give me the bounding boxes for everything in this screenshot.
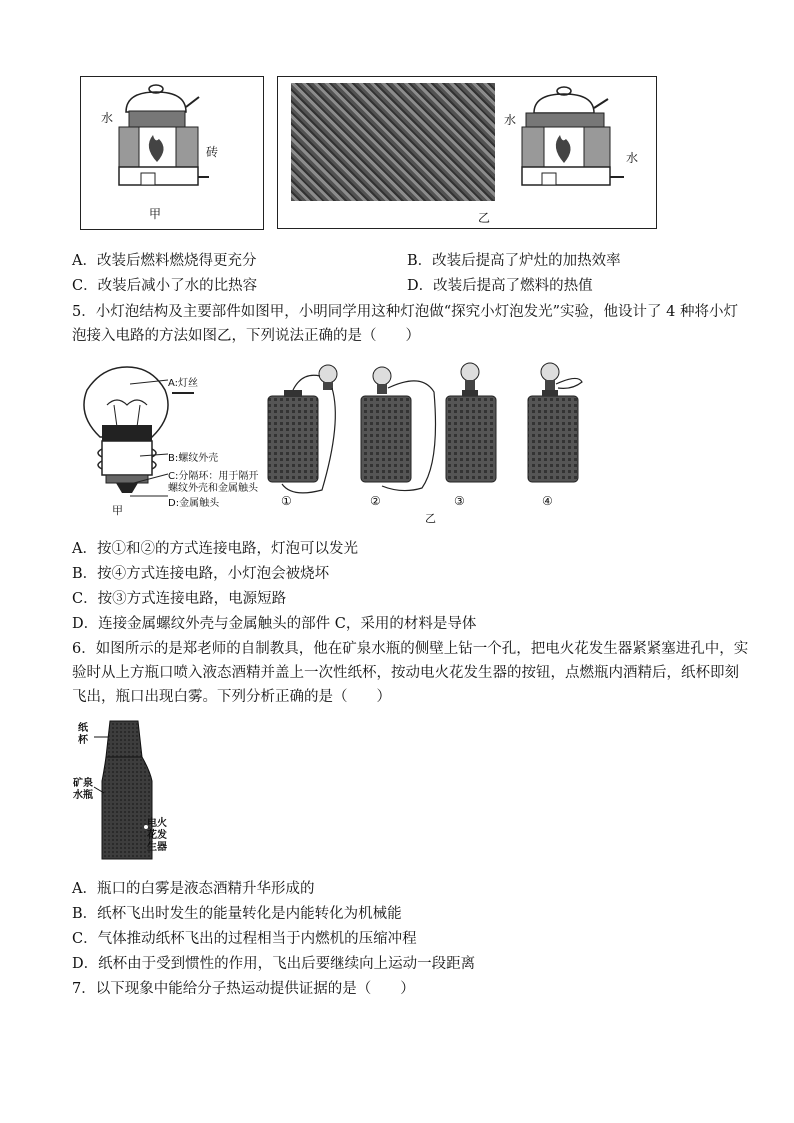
bulb-label-d: D:金属触头 [168,498,220,509]
caption-jia-q4: 甲 [149,207,162,221]
stove-drawing-jia [81,77,262,228]
q4-option-c: C．改装后减小了水的比热容 [72,278,258,294]
q6-option-b: B．纸杯飞出时发生的能量转化是内能转化为机械能 [72,906,402,922]
label-water-bottle: 矿泉 水瓶 [73,778,93,801]
label-spark-generator: 电火 花发 生器 [147,818,167,853]
q4-option-b: B．改装后提高了炉灶的加热效率 [407,253,621,269]
stove-photo [291,83,495,201]
q6-stem-line2: 验时从上方瓶口喷入液态酒精并盖上一次性纸杯，按动电火花发生器的按钮，点燃瓶内酒精后，纸杯即刻 [72,665,739,681]
caption-jia-q5: 甲 [112,504,123,517]
q5-option-d: D．连接金属螺纹外壳与金属触头的部件 C，采用的材料是导体 [72,616,477,632]
caption-yi-q5: 乙 [425,512,436,525]
q7-stem: 7．以下现象中能给分子热运动提供证据的是（ ） [72,981,415,997]
figure-yi-stove [277,76,657,229]
circuit-mark-1: ① [281,494,292,508]
q6-stem-line3: 飞出，瓶口出现白雾。下列分析正确的是（ ） [72,689,391,705]
q5-option-c: C．按③方式连接电路，电源短路 [72,591,287,607]
q5-stem-line1: 5．小灯泡结构及主要部件如图甲，小明同学用这种灯泡做“探究小灯泡发光”实验，他设计了 4 种将小灯 [72,304,738,320]
q6-stem-line1: 6．如图所示的是郑老师的自制教具，他在矿泉水瓶的侧壁上钻一个孔，把电火花发生器紧紧塞进孔中，实 [72,641,749,657]
label-paper-cup: 纸 杯 [78,723,88,746]
caption-yi-q4: 乙 [478,211,491,225]
label-water-yi-right: 水 [626,151,639,165]
bulb-label-a: A:灯丝 [168,378,199,389]
q6-option-a: A．瓶口的白雾是液态酒精升华形成的 [72,881,315,897]
bulb-label-c2: 螺纹外壳和金属触头 [168,483,258,494]
q5-option-a: A．按①和②的方式连接电路，灯泡可以发光 [72,541,358,557]
label-water-jia: 水 [101,111,114,125]
stove-drawing-yi [508,81,648,206]
bulb-label-a-mark [172,392,194,394]
circuit-mark-3: ③ [454,494,465,508]
q6-option-d: D．纸杯由于受到惯性的作用，飞出后要继续向上运动一段距离 [72,956,476,972]
label-brick-jia: 砖 [206,145,219,159]
figure-jia-stove [80,76,264,230]
bulb-label-c1: C:分隔环：用于隔开 [168,471,259,482]
circuit-mark-4: ④ [542,494,553,508]
label-water-yi-left: 水 [504,113,517,127]
q4-option-d: D．改装后提高了燃料的热值 [407,278,593,294]
q4-option-a: A．改装后燃料燃烧得更充分 [72,253,257,269]
bulb-label-b: B:螺纹外壳 [168,453,219,464]
q5-option-b: B．按④方式连接电路，小灯泡会被烧坏 [72,566,330,582]
circuit-mark-2: ② [370,494,381,508]
q6-option-c: C．气体推动纸杯飞出的过程相当于内燃机的压缩冲程 [72,931,417,947]
bulb-leader-lines [130,376,170,501]
q5-stem-line2: 泡接入电路的方法如图乙，下列说法正确的是（ ） [72,328,420,344]
